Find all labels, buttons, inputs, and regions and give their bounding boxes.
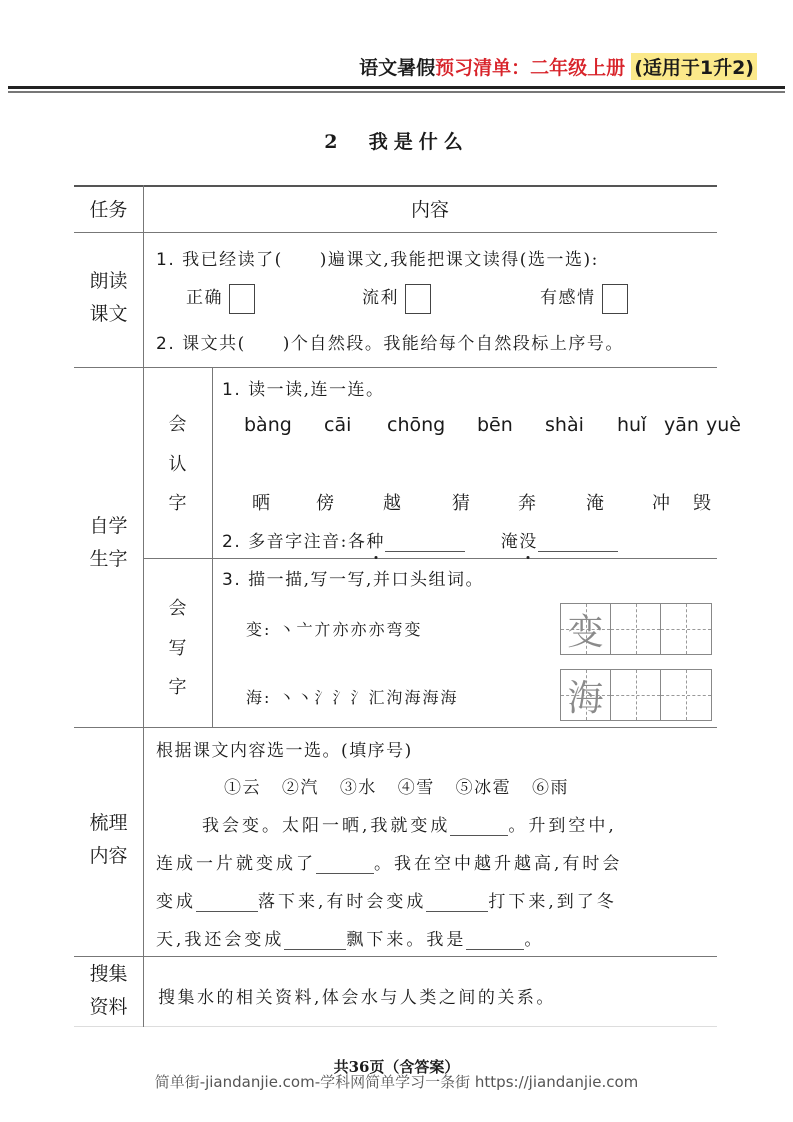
reading-option-emotion xyxy=(540,283,628,314)
write-label-char: 写 xyxy=(168,637,187,659)
character-item: 奔 xyxy=(518,493,536,514)
character-item: 毁 xyxy=(693,493,711,514)
recognize-question-1 xyxy=(222,375,385,400)
organize-label-line2: 内容 xyxy=(89,845,128,868)
question-text: 读一读,连一连。 xyxy=(248,380,385,400)
stroke-sequence: 丶丶氵氵氵汇泃海海海 xyxy=(278,688,459,707)
organize-paragraph-line xyxy=(156,925,544,950)
header-title-prefix: 语文暑假 xyxy=(359,56,436,79)
pinyin-item: yuè xyxy=(706,414,741,436)
collect-label-line2: 资料 xyxy=(89,996,128,1019)
header-title-grade-badge: (适用于1升2) xyxy=(631,53,757,80)
answer-blank[interactable] xyxy=(316,856,374,874)
paragraph-text: 。我在空中越升越高,有时会 xyxy=(374,854,623,874)
table-header-divider xyxy=(74,232,717,233)
reading-option-fluent xyxy=(362,283,431,314)
choice-item: ④雪 xyxy=(397,778,435,798)
document-header-title xyxy=(359,52,757,80)
write-label xyxy=(143,589,212,708)
self-study-label-line2: 生字 xyxy=(89,548,128,571)
stroke-order-bian xyxy=(246,617,423,640)
paragraph-text: 飘下来。我是 xyxy=(346,930,467,950)
paragraph-text: 落下来,有时会变成 xyxy=(258,892,427,912)
choice-item: ②汽 xyxy=(281,778,319,798)
option-label: 有感情 xyxy=(540,288,596,308)
reading-label-line1: 朗读 xyxy=(89,270,128,292)
organize-paragraph-line xyxy=(156,849,622,874)
choice-item: ③水 xyxy=(339,778,377,798)
table-top-border xyxy=(74,185,717,187)
checkbox[interactable] xyxy=(229,284,255,314)
paragraph-text: 变成 xyxy=(156,892,196,912)
question-number: 2. xyxy=(222,532,242,552)
character-item: 猜 xyxy=(452,493,470,514)
grid-square[interactable] xyxy=(561,670,611,720)
header-title-main: 预习清单：二年级上册 xyxy=(435,56,626,79)
sub-column-divider xyxy=(212,367,213,727)
word-char: 各 xyxy=(347,532,367,552)
answer-blank[interactable] xyxy=(450,818,508,836)
trace-character: 变 xyxy=(567,611,604,653)
grid-square[interactable] xyxy=(561,604,611,654)
write-question-3 xyxy=(222,565,484,590)
reading-option-correct xyxy=(186,283,255,314)
reading-question-1 xyxy=(156,245,599,270)
char-label: 变: xyxy=(246,620,272,639)
writing-grid-hai[interactable] xyxy=(560,669,712,721)
pinyin-item: shài xyxy=(545,414,584,436)
answer-blank[interactable] xyxy=(385,534,465,552)
question-number: 1. xyxy=(222,380,242,400)
character-item: 晒 xyxy=(252,493,270,514)
task-table xyxy=(74,185,741,1027)
paragraph-text: 连成一片就变成了 xyxy=(156,854,316,874)
write-label-char: 字 xyxy=(168,677,187,699)
question-text: 描一描,写一写,并口头组词。 xyxy=(248,570,484,590)
question-text: 多音字注音: xyxy=(248,532,348,552)
option-label: 正确 xyxy=(186,288,223,308)
recognize-label xyxy=(143,405,212,524)
row-divider xyxy=(74,727,717,728)
table-bottom-border xyxy=(74,1026,717,1027)
grid-square[interactable] xyxy=(661,670,711,720)
header-rule-thin xyxy=(8,91,785,93)
recognize-label-char: 认 xyxy=(168,453,187,475)
trace-character: 海 xyxy=(567,677,604,719)
question-number: 1. xyxy=(156,250,176,270)
lesson-title: 2 我是什么 xyxy=(324,131,469,153)
stroke-order-hai xyxy=(246,685,459,708)
word-char: 淹 xyxy=(500,532,520,552)
recognize-label-char: 会 xyxy=(168,414,187,435)
write-label-char: 会 xyxy=(168,598,187,619)
header-task: 任务 xyxy=(89,199,128,221)
character-item: 冲 xyxy=(652,493,670,514)
header-content: 内容 xyxy=(410,199,449,221)
footer-watermark: 简单街-jiandanjie.com-学科网简单学习一条街 https://jiandanjie.com xyxy=(154,1073,639,1091)
organize-paragraph-line xyxy=(156,887,617,912)
answer-blank[interactable] xyxy=(538,534,618,552)
checkbox[interactable] xyxy=(602,284,628,314)
question-number: 3. xyxy=(222,570,242,590)
paragraph-text: 天,我还会变成 xyxy=(156,930,285,950)
question-text: 我已经读了( )遍课文,我能把课文读得(选一选): xyxy=(182,250,599,270)
pinyin-item: cāi xyxy=(324,414,352,436)
char-label: 海: xyxy=(246,688,272,707)
collect-label-line1: 搜集 xyxy=(89,963,128,985)
reading-question-2 xyxy=(156,329,624,354)
dotted-char: 种 xyxy=(366,527,385,552)
organize-label-line1: 梳理 xyxy=(89,812,128,834)
grid-square[interactable] xyxy=(611,604,661,654)
writing-grid-bian[interactable] xyxy=(560,603,712,655)
pinyin-item: bàng xyxy=(244,414,292,436)
organize-choices xyxy=(224,773,569,798)
pinyin-item: bēn xyxy=(477,414,513,436)
organize-paragraph-line xyxy=(202,811,617,836)
reading-label xyxy=(74,265,143,332)
answer-blank[interactable] xyxy=(426,894,488,912)
grid-square[interactable] xyxy=(611,670,661,720)
pinyin-item: yān xyxy=(664,414,699,436)
row-divider xyxy=(74,367,717,368)
checkbox[interactable] xyxy=(405,284,431,314)
header-rule-thick xyxy=(8,86,785,89)
collect-label xyxy=(74,958,143,1025)
pinyin-item: chōng xyxy=(387,414,446,436)
organize-instruction: 根据课文内容选一选。(填序号) xyxy=(156,741,413,761)
character-item: 越 xyxy=(383,493,401,514)
footer-page-count: 共36页（含答案） xyxy=(333,1058,460,1076)
option-label: 流利 xyxy=(362,288,399,308)
choice-item: ⑥雨 xyxy=(532,778,570,798)
paragraph-text: 打下来,到了冬 xyxy=(488,892,617,912)
grid-square[interactable] xyxy=(661,604,711,654)
organize-label xyxy=(74,807,143,874)
choice-item: ①云 xyxy=(224,778,261,798)
stroke-sequence: 丶亠亣亦亦亦弯变 xyxy=(278,620,423,639)
recognize-label-char: 字 xyxy=(168,493,187,515)
character-item: 傍 xyxy=(316,493,334,514)
paragraph-text: 。 xyxy=(524,930,545,950)
recognize-question-2 xyxy=(222,527,618,552)
answer-blank[interactable] xyxy=(466,932,524,950)
answer-blank[interactable] xyxy=(196,894,258,912)
paragraph-text: 。升到空中, xyxy=(508,816,617,836)
character-item: 淹 xyxy=(586,493,604,514)
pinyin-item: huǐ xyxy=(617,414,647,436)
collect-text: 搜集水的相关资料,体会水与人类之间的关系。 xyxy=(158,988,556,1008)
row-divider xyxy=(74,956,717,957)
question-text: 课文共( )个自然段。我能给每个自然段标上序号。 xyxy=(182,334,624,354)
choice-item: ⑤冰雹 xyxy=(455,778,512,798)
reading-label-line2: 课文 xyxy=(89,303,128,326)
self-study-label-line1: 自学 xyxy=(89,515,128,537)
sub-row-divider xyxy=(143,558,717,559)
self-study-label xyxy=(74,510,143,577)
question-number: 2. xyxy=(156,334,176,354)
answer-blank[interactable] xyxy=(284,932,346,950)
dotted-char: 没 xyxy=(519,527,538,552)
paragraph-text: 我会变。太阳一晒,我就变成 xyxy=(202,816,451,836)
